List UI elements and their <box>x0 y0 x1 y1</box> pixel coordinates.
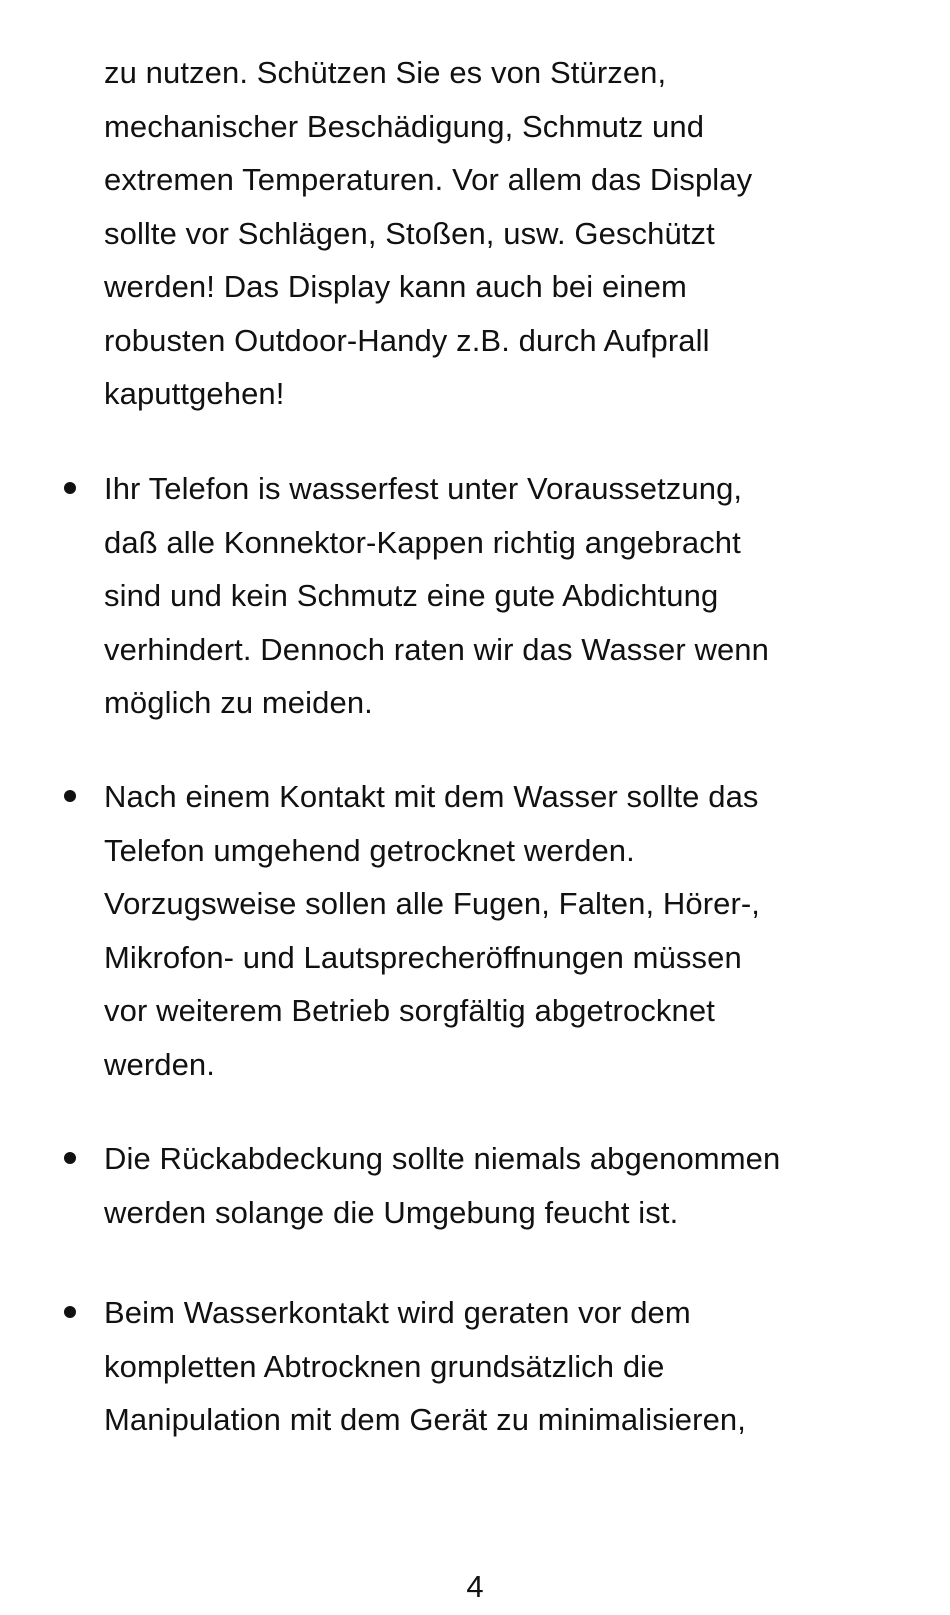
text-line: Beim Wasserkontakt wird geraten vor dem <box>104 1295 691 1330</box>
bullet-item-back-cover <box>104 1132 884 1239</box>
text-line: Vorzugsweise sollen alle Fugen, Falten, Hörer-, <box>104 886 761 921</box>
bullet-icon <box>64 1306 76 1318</box>
text-line: vor weiterem Betrieb sorgfältig abgetrocknet <box>104 993 715 1028</box>
bullet-icon <box>64 482 76 494</box>
bullet-icon <box>64 790 76 802</box>
text-line: möglich zu meiden. <box>104 685 373 720</box>
bullet-item-waterproof <box>104 462 884 730</box>
text-line: werden! Das Display kann auch bei einem <box>104 269 687 304</box>
text-line: werden. <box>104 1046 215 1082</box>
text-line: Ihr Telefon is wasserfest unter Voraussetzung, <box>104 471 743 506</box>
text-line: verhindert. Dennoch raten wir das Wasser wenn <box>104 631 769 667</box>
text-line: zu nutzen. Schützen Sie es von Stürzen, <box>104 55 667 90</box>
text-line: robusten Outdoor-Handy z.B. durch Aufprall <box>104 322 710 358</box>
intro-paragraph <box>104 46 884 421</box>
bullet-item-water-contact <box>104 1286 884 1447</box>
text-line: sollte vor Schlägen, Stoßen, usw. Geschützt <box>104 215 715 251</box>
bullet-item-drying <box>104 770 884 1091</box>
text-line: sind und kein Schmutz eine gute Abdichtung <box>104 578 719 613</box>
page-number: 4 <box>466 1569 484 1604</box>
text-line: Telefon umgehend getrocknet werden. <box>104 832 635 868</box>
text-line: kaputtgehen! <box>104 376 285 411</box>
text-line: daß alle Konnektor-Kappen richtig angebracht <box>104 524 741 560</box>
text-line: extremen Temperaturen. Vor allem das Display <box>104 162 753 197</box>
text-line: Manipulation mit dem Gerät zu minimalisieren, <box>104 1402 746 1437</box>
text-line: Mikrofon- und Lautsprecheröffnungen müssen <box>104 939 742 975</box>
text-line: Nach einem Kontakt mit dem Wasser sollte das <box>104 779 759 814</box>
text-line: Die Rückabdeckung sollte niemals abgenommen <box>104 1141 781 1176</box>
text-line: kompletten Abtrocknen grundsätzlich die <box>104 1348 665 1384</box>
text-line: mechanischer Beschädigung, Schmutz und <box>104 108 705 144</box>
bullet-icon <box>64 1152 76 1164</box>
text-line: werden solange die Umgebung feucht ist. <box>104 1194 679 1230</box>
